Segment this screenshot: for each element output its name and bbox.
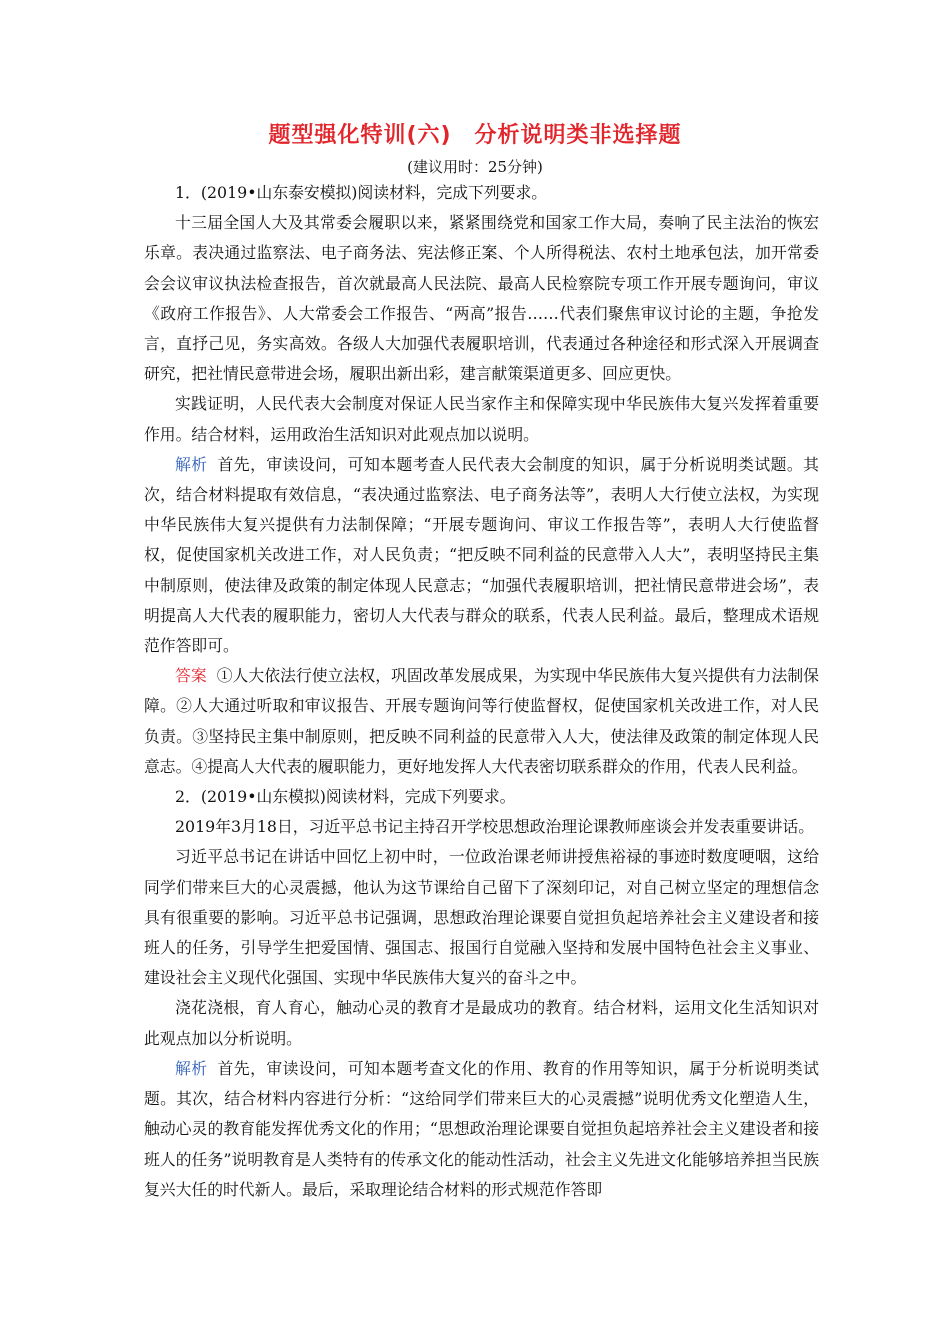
question-2-task: 浇花浇根，育人育心，触动心灵的教育才是最成功的教育。结合材料，运用文化生活知识对此观点加以分析说明。	[144, 998, 819, 1048]
suggested-time: (建议用时：25分钟)	[407, 158, 543, 176]
question-1-prompt: 1．(2019•山东泰安模拟)阅读材料，完成下列要求。	[175, 183, 548, 202]
analysis-text: 首先，审读设问，可知本题考查人民代表大会制度的知识，属于分析说明类试题。其次，结合材料提取有效信息，“表决通过监察法、电子商务法等”，表明人大行使立法权，为实现中华民族伟大复兴提供有力法制保障；“开展专题询问、审议工作报告等”，表明人大行使监督权，促使国家机关改进工作，对人民负责；“把反映不同利益的民意带入人大”，表明坚持民主集中制原则，使法律及政策的制定体现人民意志；“加强代表履职培训，把社情民意带进会场”，表明提高人大代表的履职能力，密切人大代表与群众的联系，代表人民利益。最后，整理成术语规范作答即可。	[144, 454, 819, 656]
question-2-material-1: 2019年3月18日，习近平总书记主持召开学校思想政治理论课教师座谈会并发表重要讲话。	[175, 817, 815, 837]
question-1-answer	[144, 661, 819, 782]
question-2-analysis	[144, 1054, 819, 1205]
answer-label: 答案	[175, 666, 207, 686]
page-title: 题型强化特训(六) 分析说明类非选择题	[268, 123, 682, 148]
answer-text: ①人大依法行使立法权，巩固改革发展成果，为实现中华民族伟大复兴提供有力法制保障。②人大通过听取和审议报告、开展专题询问等行使监督权，促使国家机关改进工作，对人民负责。③坚持民主集中制原则，把反映不同利益的民意带入人大，使法律及政策的制定体现人民意志。④提高人大代表的履职能力，更好地发挥人大代表密切联系群众的作用，代表人民利益。	[144, 666, 819, 776]
question-1-analysis	[144, 450, 819, 661]
question-1-task: 实践证明，人民代表大会制度对保证人民当家作主和保障实现中华民族伟大复兴发挥着重要作用。结合材料，运用政治生活知识对此观点加以说明。	[144, 394, 819, 444]
analysis-text: 首先，审读设问，可知本题考查文化的作用、教育的作用等知识，属于分析说明类试题。其次，结合材料内容进行分析：“这给同学们带来巨大的心灵震撼”说明优秀文化塑造人生，触动心灵的教育能发挥优秀文化的作用；“思想政治理论课要自觉担负起培养社会主义建设者和接班人的任务”说明教育是人类特有的传承文化的能动性活动，社会主义先进文化能够培养担当民族复兴大任的时代新人。最后，采取理论结合材料的形式规范作答即	[144, 1058, 819, 1199]
document-body	[144, 178, 819, 1205]
question-1-material: 十三届全国人大及其常委会履职以来，紧紧围绕党和国家工作大局，奏响了民主法治的恢宏乐章。表决通过监察法、电子商务法、宪法修正案、个人所得税法、农村土地承包法，加开常委会会议审议执法检查报告，首次就最高人民法院、最高人民检察院专项工作开展专题询问，审议《政府工作报告》、人大常委会工作报告、“两高”报告……代表们聚焦审议讨论的主题，争抢发言，直抒己见，务实高效。各级人大加强代表履职培训，代表通过各种途径和形式深入开展调查研究，把社情民意带进会场，履职出新出彩，建言献策渠道更多、回应更快。	[144, 213, 819, 384]
analysis-label: 解析	[175, 1058, 208, 1078]
question-2-material-2: 习近平总书记在讲话中回忆上初中时，一位政治课老师讲授焦裕禄的事迹时数度哽咽，这给同学们带来巨大的心灵震撼，他认为这节课给自己留下了深刻印记，对自己树立坚定的理想信念具有很重要的影响。习近平总书记强调，思想政治理论课要自觉担负起培养社会主义建设者和接班人的任务，引导学生把爱国情、强国志、报国行自觉融入坚持和发展中国特色社会主义事业、建设社会主义现代化强国、实现中华民族伟大复兴的奋斗之中。	[144, 847, 819, 988]
analysis-label: 解析	[175, 454, 208, 474]
question-2-prompt: 2．(2019•山东模拟)阅读材料，完成下列要求。	[175, 787, 516, 807]
